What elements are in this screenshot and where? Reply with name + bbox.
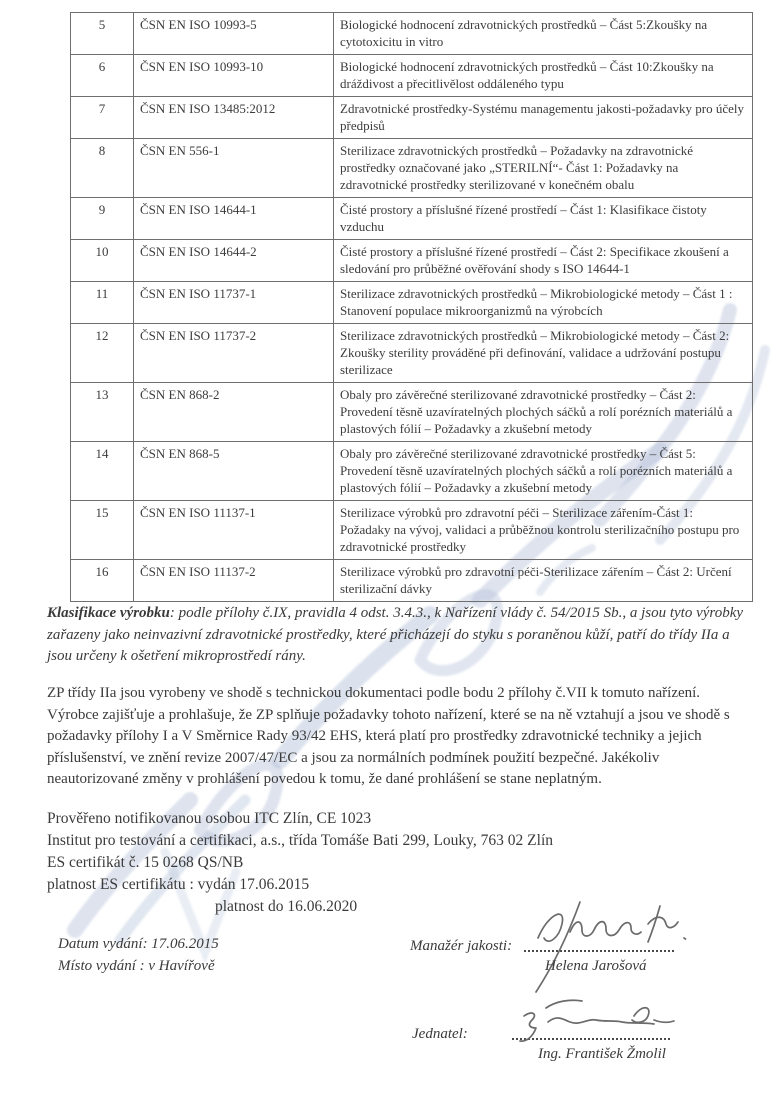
issue-date-line: Datum vydání: 17.06.2015 [58, 936, 219, 952]
table-row [71, 383, 753, 442]
table-row [71, 282, 753, 324]
signature-jarosova [518, 896, 698, 996]
standard-code: ČSN EN ISO 14644-1 [134, 198, 334, 240]
row-number: 13 [71, 383, 134, 442]
director-name: Ing. František Žmolil [538, 1046, 666, 1062]
classification-lead: Klasifikace výrobku [47, 605, 170, 621]
table-row [71, 13, 753, 55]
issue-place-line: Místo vydání : v Havířově [58, 958, 215, 974]
certificate-block [47, 808, 553, 918]
quality-manager-name: Helena Jarošová [545, 958, 647, 974]
standard-description: Čisté prostory a příslušné řízené prostředí – Část 2: Specifikace zkoušení a sledování pro průběžné ověřování shody s ISO 14644-1 [334, 240, 753, 282]
classification-text: : podle přílohy č.IX, pravidla 4 odst. 3.4.3., k Nařízení vlády č. 54/2015 Sb., a jsou tyto výrobky zařazeny jako neinvazivní zdravotnické prostředky, které přicházejí do styku s poraněnou kůží, patří do třídy IIa a jsou určeny k ošetření mikroprostředí rány. [47, 605, 744, 664]
table-row [71, 55, 753, 97]
row-number: 12 [71, 324, 134, 383]
row-number: 8 [71, 139, 134, 198]
standard-code: ČSN EN ISO 11137-2 [134, 560, 334, 602]
certificate-number-line: ES certifikát č. 15 0268 QS/NB [47, 854, 244, 871]
standard-code: ČSN EN ISO 13485:2012 [134, 97, 334, 139]
standard-code: ČSN EN 556-1 [134, 139, 334, 198]
standard-description: Zdravotnické prostředky-Systému managementu jakosti-požadavky pro účely předpisů [334, 97, 753, 139]
row-number: 14 [71, 442, 134, 501]
standard-description: Sterilizace výrobků pro zdravotní péči-Sterilizace zářením – Část 2: Určení sterilizační dávky [334, 560, 753, 602]
compliance-paragraph: ZP třídy IIa jsou vyrobeny ve shodě s technickou dokumentaci podle bodu 2 přílohy č.VII k tomuto nařízení. Výrobce zajišťuje a prohlašuje, že ZP splňuje požadavky tohoto nařízení, které se na ně vztahují a jsou ve shodě s požadavky přílohy I a V Směrnice Rady 93/42 EHS, která platí pro prostředky zdravotnické techniky a jejich příslušenství, ve znění revize 2007/47/EC a jsou za normálních podmínek použití bezpečné. Jakékoliv neautorizované změny v prohlášení povedou k tomu, že dané prohlášení se stane neplatným. [47, 685, 730, 787]
row-number: 10 [71, 240, 134, 282]
row-number: 5 [71, 13, 134, 55]
standard-code: ČSN EN ISO 11137-1 [134, 501, 334, 560]
row-number: 6 [71, 55, 134, 97]
standard-description: Obaly pro závěrečné sterilizované zdravotnické prostředky – Část 5: Provedení těsně uzavíratelných plochých sáčků a rolí porézních materiálů a plastových fólií – Požadavky a zkušební metody [334, 442, 753, 501]
table-row [71, 442, 753, 501]
standard-description: Sterilizace zdravotnických prostředků – Mikrobiologické metody – Část 2: Zkoušky sterility prováděné při definování, validace a udržování postupu sterilizace [334, 324, 753, 383]
standard-description: Obaly pro závěrečné sterilizované zdravotnické prostředky – Část 2: Provedení těsně uzavíratelných plochých sáčků a rolí porézních materiálů a plastových fólií – Požadavky a zkušební metody [334, 383, 753, 442]
table-row [71, 240, 753, 282]
standard-code: ČSN EN 868-2 [134, 383, 334, 442]
institute-line: Institut pro testování a certifikaci, a.s., třída Tomáše Bati 299, Louky, 763 02 Zlín [47, 832, 554, 849]
standard-description: Sterilizace výrobků pro zdravotní péči – Sterilizace zářením-Část 1: Požadaky na vývoj, validaci a průběžnou kontrolu sterilizačního postupu pro zdravotnické prostředky [334, 501, 753, 560]
table-row [71, 324, 753, 383]
standards-table [70, 12, 753, 602]
standard-code: ČSN EN ISO 11737-2 [134, 324, 334, 383]
standard-description: Biologické hodnocení zdravotnických prostředků – Část 5:Zkoušky na cytotoxicitu in vitro [334, 13, 753, 55]
standard-code: ČSN EN 868-5 [134, 442, 334, 501]
table-row [71, 560, 753, 602]
standard-code: ČSN EN ISO 11737-1 [134, 282, 334, 324]
issue-block [58, 933, 219, 977]
standard-description: Biologické hodnocení zdravotnických prostředků – Část 10:Zkoušky na dráždivost a přecitlivělost oddáleného typu [334, 55, 753, 97]
director-label: Jednatel: [412, 1026, 468, 1042]
table-row [71, 139, 753, 198]
classification-paragraph [47, 603, 753, 668]
standard-description: Sterilizace zdravotnických prostředků – Požadavky na zdravotnické prostředky označované jako „STERILNÍ“- Část 1: Požadavky na zdravotnické prostředky sterilizované v konečném obalu [334, 139, 753, 198]
row-number: 9 [71, 198, 134, 240]
standard-code: ČSN EN ISO 10993-5 [134, 13, 334, 55]
table-row [71, 97, 753, 139]
row-number: 7 [71, 97, 134, 139]
row-number: 11 [71, 282, 134, 324]
signature-zmolil [512, 994, 682, 1046]
row-number: 16 [71, 560, 134, 602]
standard-code: ČSN EN ISO 14644-2 [134, 240, 334, 282]
certificate-valid-line: platnost do 16.06.2020 [215, 898, 358, 915]
standard-description: Čisté prostory a příslušné řízené prostředí – Část 1: Klasifikace čistoty vzduchu [334, 198, 753, 240]
quality-manager-label: Manažér jakosti: [410, 938, 513, 954]
standard-code: ČSN EN ISO 10993-10 [134, 55, 334, 97]
table-row [71, 198, 753, 240]
notified-body-line: Prověřeno notifikovanou osobou ITC Zlín, CE 1023 [47, 810, 372, 827]
standard-description: Sterilizace zdravotnických prostředků – Mikrobiologické metody – Část 1 : Stanovení populace mikroorganizmů na výrobcích [334, 282, 753, 324]
row-number: 15 [71, 501, 134, 560]
certificate-issued-line: platnost ES certifikátu : vydán 17.06.2015 [47, 876, 310, 893]
table-row [71, 501, 753, 560]
